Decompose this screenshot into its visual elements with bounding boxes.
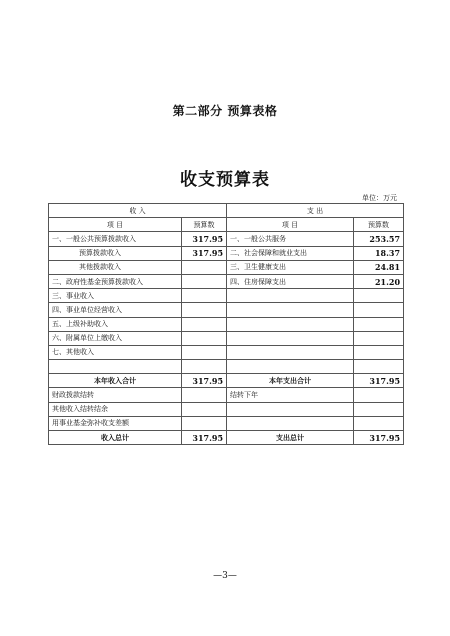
income-item: 其他拨款收入: [49, 260, 182, 274]
income-header: 收 入: [49, 204, 227, 218]
expense-amount: 18.37: [354, 246, 404, 260]
income-total-label: 本年收入合计: [49, 374, 182, 388]
income-item: [49, 360, 182, 374]
table-subheader-row: [49, 218, 404, 232]
income-amount: [182, 360, 227, 374]
unit-label: 单位：万元: [362, 194, 397, 202]
expense-item: 一、一般公共服务: [227, 232, 354, 246]
expense-item-header: 项 目: [227, 218, 354, 232]
expense-item: [227, 289, 354, 303]
expense-amount: [354, 416, 404, 430]
income-amount: [182, 388, 227, 402]
income-item: 其他收入结转结余: [49, 402, 182, 416]
table-row: [49, 416, 404, 430]
table-row: [49, 260, 404, 274]
table-row: [49, 388, 404, 402]
expense-amount: 253.57: [354, 232, 404, 246]
table-header-row: [49, 204, 404, 218]
expense-item: [227, 416, 354, 430]
table-row: [49, 274, 404, 288]
expense-item: [227, 360, 354, 374]
expense-amount: [354, 331, 404, 345]
page-number: —3—: [213, 571, 237, 581]
expense-grand-total-amount: 317.95: [354, 431, 404, 445]
expense-total-amount: 317.95: [354, 374, 404, 388]
income-amount: 317.95: [182, 246, 227, 260]
budget-table: [48, 203, 404, 445]
income-total-amount: 317.95: [182, 374, 227, 388]
income-item: 三、事业收入: [49, 289, 182, 303]
income-item: 一、一般公共预算拨款收入: [49, 232, 182, 246]
income-amount: 317.95: [182, 232, 227, 246]
income-item: 用事业基金弥补收支差额: [49, 416, 182, 430]
table-row: [49, 232, 404, 246]
income-amount: [182, 331, 227, 345]
expense-item: [227, 345, 354, 359]
income-item: 预算拨款收入: [49, 246, 182, 260]
expense-amount: [354, 360, 404, 374]
expense-item: 四、住房保障支出: [227, 274, 354, 288]
table-row: [49, 360, 404, 374]
income-item: 财政拨款结转: [49, 388, 182, 402]
income-amount: [182, 402, 227, 416]
income-amount: [182, 416, 227, 430]
income-amount: [182, 317, 227, 331]
expense-amount: [354, 303, 404, 317]
expense-item: [227, 303, 354, 317]
income-item: 五、上级补助收入: [49, 317, 182, 331]
expense-amount: [354, 317, 404, 331]
expense-amount: [354, 289, 404, 303]
table-row: [49, 331, 404, 345]
income-grand-total-amount: 317.95: [182, 431, 227, 445]
income-amount-header: 预算数: [182, 218, 227, 232]
section-title: 第二部分 预算表格: [172, 104, 278, 118]
expense-item: 结转下年: [227, 388, 354, 402]
expense-amount: [354, 402, 404, 416]
income-item: 七、其他收入: [49, 345, 182, 359]
income-item: 二、政府性基金预算拨款收入: [49, 274, 182, 288]
income-amount: [182, 260, 227, 274]
table-row: [49, 303, 404, 317]
expense-amount-header: 预算数: [354, 218, 404, 232]
table-row: [49, 402, 404, 416]
table-row: [49, 289, 404, 303]
expense-item: [227, 402, 354, 416]
table-row: [49, 317, 404, 331]
income-item: 四、事业单位经营收入: [49, 303, 182, 317]
income-amount: [182, 303, 227, 317]
expense-item: [227, 317, 354, 331]
income-item: 六、附属单位上缴收入: [49, 331, 182, 345]
income-amount: [182, 274, 227, 288]
table-row: [49, 246, 404, 260]
document-title: 收支预算表: [180, 170, 270, 190]
expense-amount: [354, 345, 404, 359]
expense-item: 三、卫生健康支出: [227, 260, 354, 274]
expense-item: [227, 331, 354, 345]
table-row: [49, 345, 404, 359]
total-row: [49, 374, 404, 388]
expense-amount: [354, 388, 404, 402]
income-amount: [182, 289, 227, 303]
grand-total-row: [49, 431, 404, 445]
expense-header: 支 出: [227, 204, 404, 218]
expense-total-label: 本年支出合计: [227, 374, 354, 388]
income-amount: [182, 345, 227, 359]
expense-item: 二、社会保障和就业支出: [227, 246, 354, 260]
expense-amount: 24.81: [354, 260, 404, 274]
expense-grand-total-label: 支出总计: [227, 431, 354, 445]
income-item-header: 项 目: [49, 218, 182, 232]
expense-amount: 21.20: [354, 274, 404, 288]
income-grand-total-label: 收入总计: [49, 431, 182, 445]
